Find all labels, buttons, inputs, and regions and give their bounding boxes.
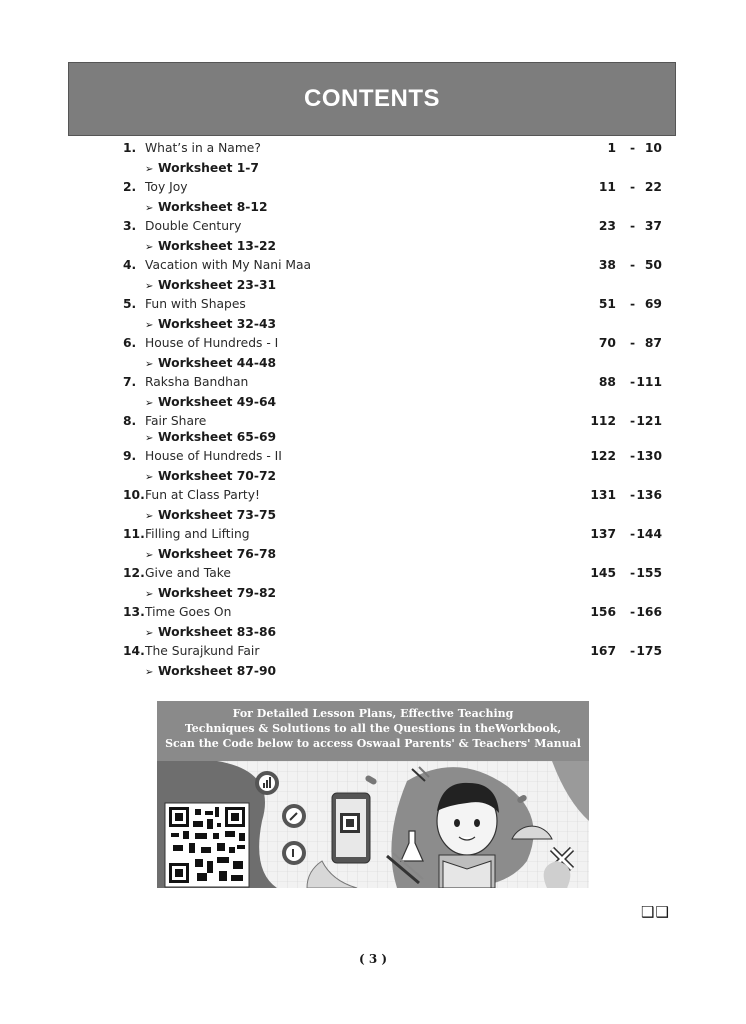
chapter-row bbox=[0, 412, 746, 430]
arrow-icon: ➢ bbox=[145, 511, 154, 522]
page-start: 145 bbox=[590, 566, 616, 580]
chapter-row bbox=[0, 178, 746, 196]
boy-illustration bbox=[437, 783, 499, 888]
arrow-icon: ➢ bbox=[145, 164, 154, 175]
page-start: 122 bbox=[590, 449, 616, 463]
chapter-number: 8. bbox=[123, 414, 137, 428]
qr-code-icon bbox=[165, 803, 249, 887]
worksheet-row bbox=[145, 393, 276, 411]
page-separator: - bbox=[630, 375, 636, 389]
worksheet-label: Worksheet 79-82 bbox=[158, 586, 277, 600]
worksheet-row bbox=[145, 315, 276, 333]
worksheet-row bbox=[145, 584, 276, 602]
arrow-icon: ➢ bbox=[145, 433, 154, 444]
page-start: 137 bbox=[590, 527, 616, 541]
page-separator: - bbox=[630, 449, 636, 463]
chapter-title: Filling and Lifting bbox=[145, 527, 250, 541]
page-separator: - bbox=[630, 180, 636, 194]
arrow-icon: ➢ bbox=[145, 667, 154, 678]
chapter-title: House of Hundreds - I bbox=[145, 336, 279, 350]
chapter-title: Toy Joy bbox=[145, 180, 188, 194]
chapter-number: 12. bbox=[123, 566, 145, 580]
manual-banner bbox=[157, 701, 589, 888]
worksheet-row bbox=[145, 354, 276, 372]
chapter-number: 1. bbox=[123, 141, 137, 155]
page-separator: - bbox=[630, 258, 636, 272]
chapter-title: What’s in a Name? bbox=[145, 141, 261, 155]
chapter-number: 10. bbox=[123, 488, 145, 502]
page-end: 121 bbox=[636, 414, 662, 428]
chapter-title: Vacation with My Nani Maa bbox=[145, 258, 312, 272]
page-end: 69 bbox=[644, 297, 662, 311]
chapter-number: 11. bbox=[123, 527, 145, 541]
worksheet-label: Worksheet 23-31 bbox=[158, 278, 277, 292]
page-end: 50 bbox=[644, 258, 662, 272]
worksheet-row bbox=[145, 159, 259, 177]
worksheet-row bbox=[145, 276, 276, 294]
page-separator: - bbox=[630, 527, 636, 541]
page-start: 156 bbox=[590, 605, 616, 619]
page-separator: - bbox=[630, 141, 636, 155]
pen-icon bbox=[282, 841, 306, 865]
arrow-icon: ➢ bbox=[145, 628, 154, 639]
chapter-row bbox=[0, 139, 746, 157]
chapter-number: 2. bbox=[123, 180, 137, 194]
page-start: 88 bbox=[598, 375, 616, 389]
chapter-title: Fun with Shapes bbox=[145, 297, 246, 311]
page-start: 51 bbox=[598, 297, 616, 311]
page-end: 87 bbox=[644, 336, 662, 350]
chart-icon bbox=[255, 771, 279, 795]
page-start: 131 bbox=[590, 488, 616, 502]
arrow-icon: ➢ bbox=[145, 398, 154, 409]
arrow-icon: ➢ bbox=[145, 242, 154, 253]
chapter-row bbox=[0, 642, 746, 660]
page-separator: - bbox=[630, 219, 636, 233]
chapter-row bbox=[0, 256, 746, 274]
page-separator: - bbox=[630, 566, 636, 580]
worksheet-label: Worksheet 44-48 bbox=[158, 356, 277, 370]
chapter-number: 6. bbox=[123, 336, 137, 350]
chapter-title: House of Hundreds - II bbox=[145, 449, 282, 463]
arrow-icon: ➢ bbox=[145, 472, 154, 483]
page-start: 70 bbox=[598, 336, 616, 350]
page-end: 22 bbox=[644, 180, 662, 194]
pencil-icon bbox=[282, 804, 306, 828]
page-separator: - bbox=[630, 488, 636, 502]
worksheet-row bbox=[145, 467, 276, 485]
chapter-row bbox=[0, 525, 746, 543]
chapter-title: The Surajkund Fair bbox=[145, 644, 260, 658]
arrow-icon: ➢ bbox=[145, 359, 154, 370]
page-end: 144 bbox=[636, 527, 662, 541]
arrow-icon: ➢ bbox=[145, 320, 154, 331]
contents-header bbox=[68, 62, 676, 136]
worksheet-row bbox=[145, 198, 268, 216]
page-end: 166 bbox=[636, 605, 662, 619]
worksheet-label: Worksheet 13-22 bbox=[158, 239, 277, 253]
arrow-icon: ➢ bbox=[145, 589, 154, 600]
chapter-number: 9. bbox=[123, 449, 137, 463]
chapter-number: 7. bbox=[123, 375, 137, 389]
page-end: 37 bbox=[644, 219, 662, 233]
worksheet-label: Worksheet 76-78 bbox=[158, 547, 277, 561]
page-end: 136 bbox=[636, 488, 662, 502]
arrow-icon: ➢ bbox=[145, 550, 154, 561]
worksheet-label: Worksheet 65-69 bbox=[158, 430, 277, 444]
chapter-number: 13. bbox=[123, 605, 145, 619]
chapter-number: 14. bbox=[123, 644, 145, 658]
chapter-title: Double Century bbox=[145, 219, 242, 233]
page-separator: - bbox=[630, 414, 636, 428]
worksheet-row bbox=[145, 428, 276, 446]
page-end: 130 bbox=[636, 449, 662, 463]
worksheet-row bbox=[145, 506, 276, 524]
worksheet-label: Worksheet 1-7 bbox=[158, 161, 259, 175]
worksheet-row bbox=[145, 662, 276, 680]
chapter-title: Raksha Bandhan bbox=[145, 375, 249, 389]
page-separator: - bbox=[630, 644, 636, 658]
banner-illustration bbox=[157, 761, 589, 888]
worksheet-label: Worksheet 87-90 bbox=[158, 664, 277, 678]
chapter-title: Time Goes On bbox=[145, 605, 232, 619]
chapter-number: 5. bbox=[123, 297, 137, 311]
worksheet-row bbox=[145, 237, 276, 255]
chapter-title: Give and Take bbox=[145, 566, 231, 580]
page-start: 1 bbox=[607, 141, 616, 155]
worksheet-row bbox=[145, 623, 276, 641]
chapter-row bbox=[0, 447, 746, 465]
worksheet-label: Worksheet 70-72 bbox=[158, 469, 277, 483]
worksheet-label: Worksheet 49-64 bbox=[158, 395, 277, 409]
page-start: 112 bbox=[590, 414, 616, 428]
page-title: CONTENTS bbox=[304, 85, 440, 112]
page-separator: - bbox=[630, 336, 636, 350]
banner-text bbox=[157, 706, 589, 751]
worksheet-row bbox=[145, 545, 276, 563]
chapter-row bbox=[0, 373, 746, 391]
banner-line-1: For Detailed Lesson Plans, Effective Teaching bbox=[232, 707, 514, 720]
page-start: 38 bbox=[598, 258, 616, 272]
page-separator: - bbox=[630, 605, 636, 619]
chapter-row bbox=[0, 564, 746, 582]
chapter-title: Fair Share bbox=[145, 414, 207, 428]
chapter-row bbox=[0, 217, 746, 235]
chapter-row bbox=[0, 295, 746, 313]
page-separator: - bbox=[630, 297, 636, 311]
page-end: 111 bbox=[636, 375, 662, 389]
worksheet-label: Worksheet 8-12 bbox=[158, 200, 268, 214]
page-start: 11 bbox=[598, 180, 616, 194]
page-end: 155 bbox=[636, 566, 662, 580]
arrow-icon: ➢ bbox=[145, 281, 154, 292]
chapter-number: 3. bbox=[123, 219, 137, 233]
banner-line-3: Scan the Code below to access Oswaal Parents' & Teachers' Manual bbox=[165, 737, 581, 750]
end-mark: ❑❑ bbox=[641, 903, 670, 921]
page-end: 175 bbox=[636, 644, 662, 658]
page-number: ( 3 ) bbox=[358, 952, 388, 966]
chapter-number: 4. bbox=[123, 258, 137, 272]
page-end: 10 bbox=[644, 141, 662, 155]
chapter-row bbox=[0, 603, 746, 621]
chapter-row bbox=[0, 486, 746, 504]
worksheet-label: Worksheet 32-43 bbox=[158, 317, 277, 331]
chapter-title: Fun at Class Party! bbox=[145, 488, 260, 502]
page-start: 23 bbox=[598, 219, 616, 233]
worksheet-label: Worksheet 73-75 bbox=[158, 508, 277, 522]
page-start: 167 bbox=[590, 644, 616, 658]
worksheet-label: Worksheet 83-86 bbox=[158, 625, 277, 639]
banner-line-2: Techniques & Solutions to all the Questions in theWorkbook, bbox=[184, 722, 562, 735]
arrow-icon: ➢ bbox=[145, 203, 154, 214]
chapter-row bbox=[0, 334, 746, 352]
